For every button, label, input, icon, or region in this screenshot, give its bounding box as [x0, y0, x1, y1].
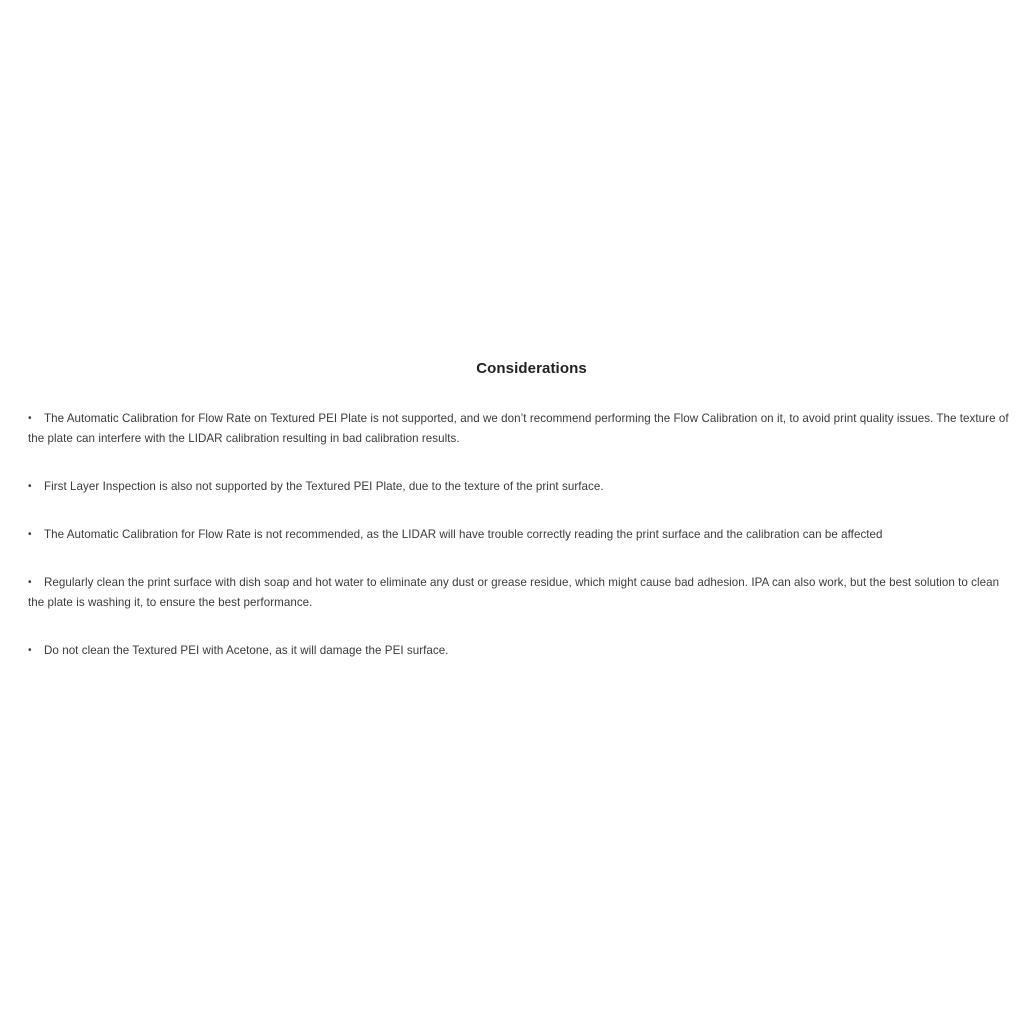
bullet-icon: • [28, 413, 32, 424]
bullet-icon: • [28, 645, 32, 656]
list-item [28, 525, 1018, 545]
bullet-icon: • [28, 481, 32, 492]
section-title: Considerations [476, 360, 587, 377]
list-item-text: The Automatic Calibration for Flow Rate is not recommended, as the LIDAR will have trouble correctly reading the print surface and the calibration can be affected [44, 528, 883, 541]
list-item-text: First Layer Inspection is also not supported by the Textured PEI Plate, due to the texture of the print surface. [44, 480, 604, 493]
list-item [28, 641, 1018, 661]
list-item-text: The Automatic Calibration for Flow Rate on Textured PEI Plate is not supported, and we don’t recommend performing the Flow Calibration on it, to avoid print quality issues. The texture of the plate can interfere with the LIDAR calibration resulting in bad calibration results. [28, 412, 1009, 445]
bullet-icon: • [28, 577, 32, 588]
list-item [28, 477, 1018, 497]
list-item [28, 409, 1018, 449]
list-item-text: Regularly clean the print surface with dish soap and hot water to eliminate any dust or grease residue, which might cause bad adhesion. IPA can also work, but the best solution to clean the plate is washing it, to ensure the best performance. [28, 576, 1000, 609]
considerations-list [28, 409, 1018, 661]
list-item [28, 573, 1018, 613]
considerations-section [28, 360, 1018, 689]
list-item-text: Do not clean the Textured PEI with Acetone, as it will damage the PEI surface. [44, 644, 449, 657]
bullet-icon: • [28, 529, 32, 540]
